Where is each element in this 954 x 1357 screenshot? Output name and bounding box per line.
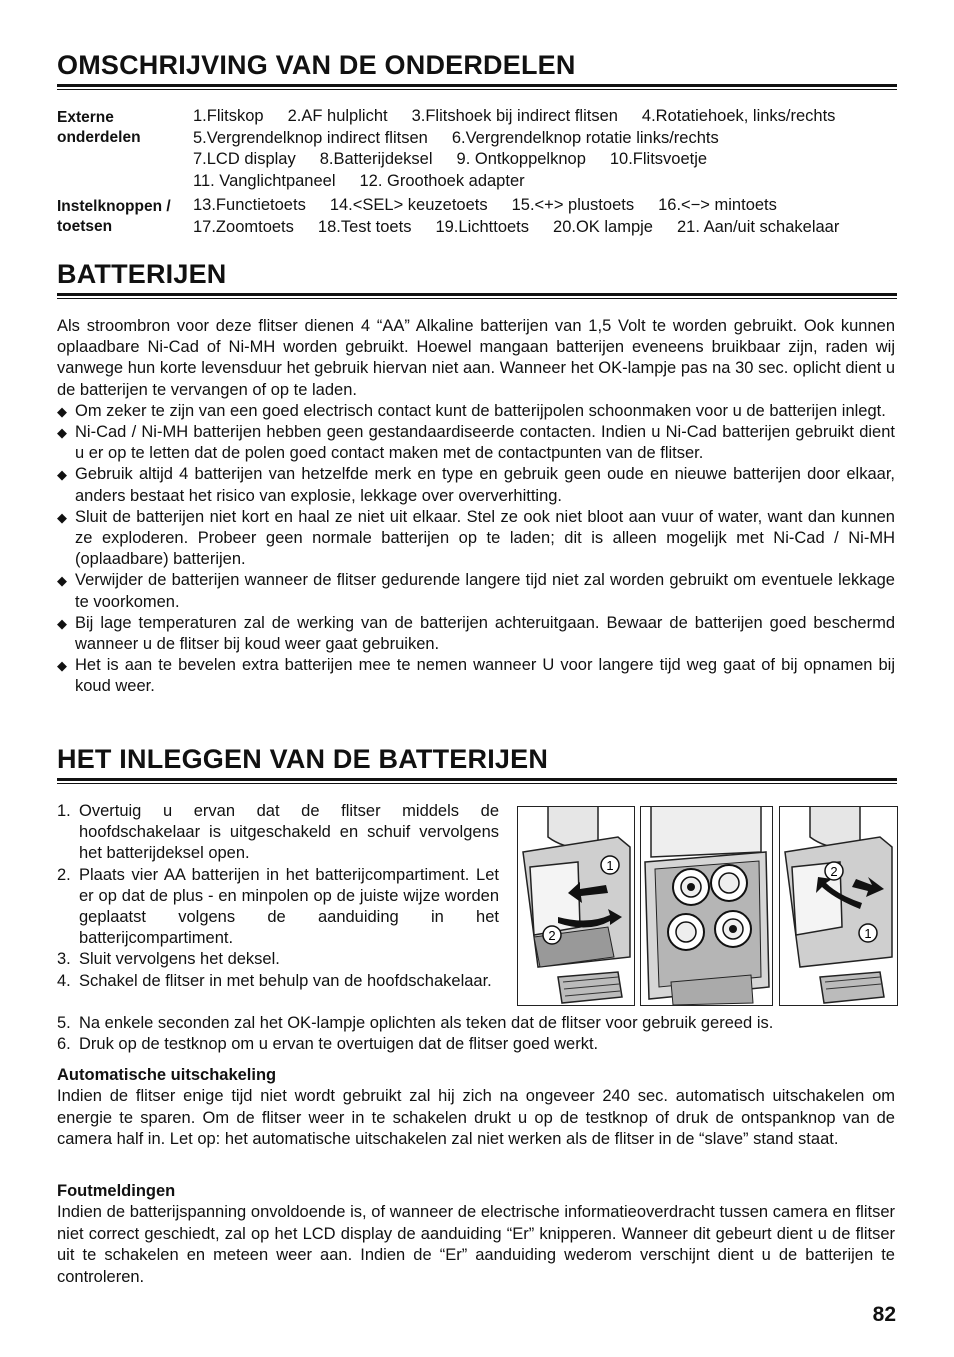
part-item: 11. Vanglichtpaneel [193,171,336,190]
bullet-text: Het is aan te bevelen extra batterijen mee te nemen wanneer U voor langere tijd weg gaat of bij opnamen bij koud weer. [75,656,895,696]
open-cover-illustration [517,806,635,1006]
fig-callout-2: 2 [548,928,556,943]
auto-off-title: Automatische uitschakeling [57,1066,277,1084]
batteries-intro: Als stroombron voor deze flitser dienen 4 “AA” Alkaline batterijen van 1,5 Volt te worden gebruikt. Ook kunnen oplaadbare Ni-Cad of Ni-MH worden gebruikt. Hoewel mangaan batterijen eveneens bruikbaar zijn, raden wij vanwege hun korte levensduur het gebruik hiervan niet aan. Wanneer het OK-lampje pas na 30 sec. oplicht dient u de batterijen te vervangen of op te laden. [57,317,895,399]
bullet-item [57,507,895,571]
step-number: 1. [57,802,71,820]
parts-section-header [57,49,897,90]
external-parts-label: Externe onderdelen [57,109,141,146]
diamond-bullet-icon: ◆ [57,573,67,589]
bullet-item [57,570,895,612]
part-item: 7.LCD display [193,150,296,168]
step-text: Plaats vier AA batterijen in het batterijcompartiment. Let er op dat de plus - en minpolen op de juiste wijze worden geplaatst volgens de aanduiding in het batterijcompartiment. [79,865,499,948]
parts-line [193,128,897,150]
parts-line [193,106,897,128]
part-item: 6.Vergrendelknop rotatie links/rechts [451,128,719,147]
bullet-text: Bij lage temperaturen zal de werking van de batterijen achteruitgaan. Bewaar de batterijen goed beschermd wanneer u de flitser bij koud weer gaat gebruiken. [75,613,895,654]
diamond-bullet-icon: ◆ [57,467,67,483]
insert-steps [57,801,499,992]
step-number: 4. [57,971,71,990]
title-rule [57,84,897,90]
bullet-text: Gebruik altijd 4 batterijen van hetzelfde merk en type en gebruik geen oude en nieuwe batterijen door elkaar, anders bestaat het risico van explosie, lekkage over oververhitting. [75,465,895,505]
bullet-item [57,464,895,506]
part-item: 8.Batterijdeksel [319,150,433,168]
part-item: 4.Rotatiehoek, links/rechts [641,107,836,125]
step-text: Overtuig u ervan dat de flitser middels de hoofdschakelaar is uitgeschakeld en schuif vervolgens het batterijdeksel open. [79,802,499,863]
part-item: 20.OK lampje [553,217,653,236]
errors-block [57,1181,895,1288]
errors-text: Indien de batterijspanning onvoldoende is, of wanneer de electrische informatieoverdracht tussen camera en flitser niet correct geschiedt, zal op het LCD display de aanduiding “Er” knipperen. Wanneer dit gebeurt dient u de flitser uit te schakelen en meteen weer aan. Indien de “Er” aanduiding wederom verschijnt dient u de batterijen te controleren. [57,1203,895,1286]
part-item: 14.<SEL> keuzetoets [329,196,488,214]
batteries-body [57,316,895,698]
diamond-bullet-icon: ◆ [57,509,67,525]
bullet-text: Om zeker te zijn van een goed electrisch contact kunt de batterijpolen schoonmaken voor u de batterijen inlegt. [75,401,886,420]
part-item: 15.<+> plustoets [511,196,635,214]
parts-line [193,195,897,217]
batteries-title: BATTERIJEN [57,259,227,289]
bullet-item [57,422,895,464]
errors-title: Foutmeldingen [57,1182,176,1200]
part-item: 9. Ontkoppelknop [456,150,586,168]
diamond-bullet-icon: ◆ [57,658,67,674]
step-item [57,1034,897,1055]
bullet-text: Ni-Cad / Ni-MH batterijen hebben geen gestandaardiseerde contacten. Indien u Ni-Cad batterijen gebruikt dient u er op te letten dat de polen goed contact maken met de contactpunten van de flitser. [75,423,895,463]
part-item: 2.AF hulplicht [287,107,388,125]
step-text: Schakel de flitser in met behulp van de hoofdschakelaar. [79,971,492,990]
close-cover-illustration [779,806,898,1006]
parts-line [193,149,897,171]
fig-callout-1: 1 [606,858,614,873]
part-item: 17.Zoomtoets [193,217,294,236]
part-item: 12. Groothoek adapter [359,171,525,190]
parts-list [57,106,897,238]
title-rule [57,778,897,784]
parts-line [193,217,897,239]
step-item [57,971,499,992]
bullet-item [57,401,895,422]
bullet-item [57,613,895,655]
batteries-section-header [57,258,897,299]
diamond-bullet-icon: ◆ [57,615,67,631]
diamond-bullet-icon: ◆ [57,403,67,419]
bullet-item [57,655,895,697]
buttons-label: Instelknoppen / toetsen [57,198,171,235]
auto-off-block [57,1065,895,1151]
page-number: 82 [872,1303,896,1326]
parts-title: OMSCHRIJVING VAN DE ONDERDELEN [57,50,576,80]
part-item: 18.Test toets [317,217,412,236]
step-text: Druk op de testknop om u ervan te overtuigen dat de flitser goed werkt. [79,1035,599,1054]
step-text: Na enkele seconden zal het OK-lampje oplichten als teken dat de flitser voor gebruik gereed is. [79,1014,774,1032]
step-item [57,865,499,950]
parts-line [193,171,897,193]
step-item [57,1013,897,1034]
step-number: 2. [57,865,71,884]
external-parts-values [193,106,897,192]
part-item: 16.<−> mintoets [658,196,777,214]
part-item: 21. Aan/uit schakelaar [676,217,840,236]
part-item: 3.Flitshoek bij indirect flitsen [411,107,618,125]
part-item: 5.Vergrendelknop indirect flitsen [193,128,428,147]
battery-compartment-illustration [640,806,773,1006]
diamond-bullet-icon: ◆ [57,425,67,441]
battery-illustrations [517,806,897,1004]
part-item: 19.Lichttoets [435,217,530,236]
batteries-bullets [57,401,895,698]
step-item [57,949,499,970]
insert-title: HET INLEGGEN VAN DE BATTERIJEN [57,744,549,774]
bullet-text: Verwijder de batterijen wanneer de flitser gedurende langere tijd niet zal worden gebruikt om eventuele lekkage te voorkomen. [75,571,895,611]
step-number: 3. [57,950,71,969]
step-number: 6. [57,1035,71,1054]
fig-callout-1: 1 [864,926,872,941]
bullet-text: Sluit de batterijen niet kort en haal ze niet uit elkaar. Stel ze ook niet bloot aan vuur of water, want dan kunnen ze exploderen. Probeer geen normale batterijen op te laden; dit is alleen mogelijk met Ni-Cad / Ni-MH (oplaadbare) batterijen. [75,507,895,569]
part-item: 10.Flitsvoetje [609,150,708,168]
buttons-row [57,195,897,238]
auto-off-text: Indien de flitser enige tijd niet wordt gebruikt zal hij zich na ongeveer 240 sec. automatisch uitschakelen om energie te sparen. Om de flitser weer in te schakelen drukt u op de testknop of druk de ontspanknop van de camera half in. Let op: het automatische uitschakelen zal niet werken als de flitser in de “slave” stand staat. [57,1087,895,1149]
step-text: Sluit vervolgens het deksel. [79,950,280,969]
buttons-values [193,195,897,238]
part-item: 1.Flitskop [193,107,264,125]
title-rule [57,293,897,299]
part-item: 13.Functietoets [193,196,306,214]
insert-section-header [57,743,897,784]
step-item [57,801,499,865]
insert-steps-continued [57,1013,897,1055]
step-number: 5. [57,1014,71,1032]
fig-callout-2: 2 [830,864,838,879]
external-parts-row [57,106,897,192]
